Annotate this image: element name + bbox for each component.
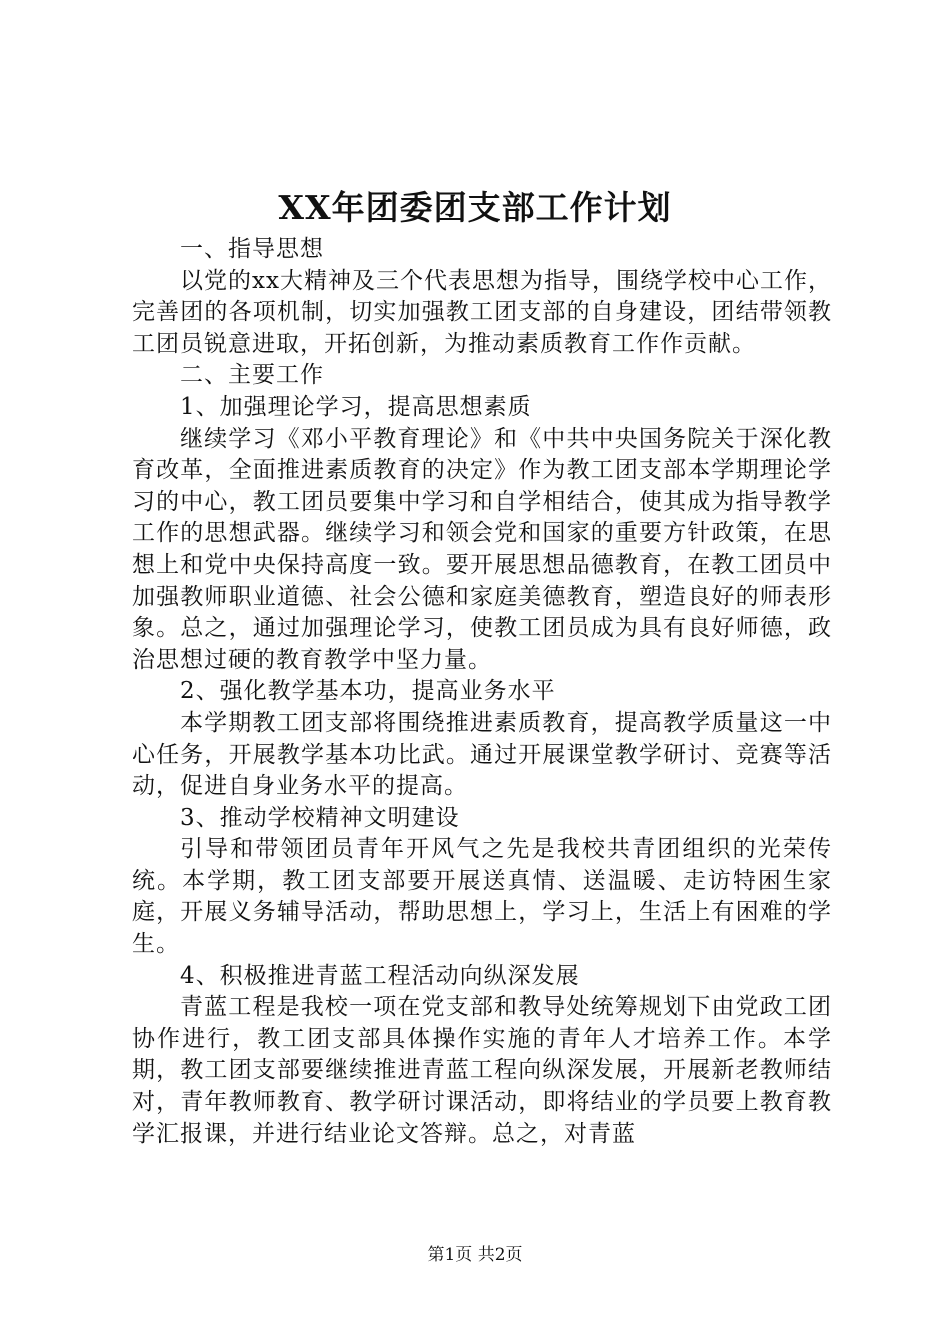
document-body — [132, 234, 832, 1150]
paragraph-guiding-ideology: 以党的xx大精神及三个代表思想为指导，围绕学校中心工作，完善团的各项机制，切实加强教工团支部的自身建设，团结带领教工团员锐意进取，开拓创新，为推动素质教育工作作贡献。 — [132, 267, 832, 357]
subheading-theory-study: 1、加强理论学习，提高思想素质 — [180, 393, 532, 420]
paragraph-teaching-skills: 本学期教工团支部将围绕推进素质教育，提高教学质量这一中心任务，开展教学基本功比武。通过开展课堂教学研讨、竞赛等活动，促进自身业务水平的提高。 — [132, 709, 832, 800]
section-heading-main-work: 二、主要工作 — [180, 362, 324, 389]
subheading-spiritual-civilization: 3、推动学校精神文明建设 — [180, 804, 460, 831]
subheading-teaching-skills: 2、强化教学基本功，提高业务水平 — [180, 678, 556, 705]
section-heading-guiding-ideology: 一、指导思想 — [180, 236, 324, 262]
subheading-qinglan-project: 4、积极推进青蓝工程活动向纵深发展 — [180, 962, 580, 989]
paragraph-spiritual-civilization: 引导和带领团员青年开风气之先是我校共青团组织的光荣传统。本学期，教工团支部要开展送真情、送温暖、走访特困生家庭，开展义务辅导活动，帮助思想上，学习上，生活上有困难的学生。 — [132, 836, 832, 958]
page-number-footer: 第1页 共2页 — [427, 1245, 523, 1265]
document-title: XX年团委团支部工作计划 — [278, 188, 672, 227]
paragraph-theory-study: 继续学习《邓小平教育理论》和《中共中央国务院关于深化教育改革，全面推进素质教育的决定》作为教工团支部本学期理论学习的中心，教工团员要集中学习和自学相结合，使其成为指导教学工作的思想武器。继续学习和领会党和国家的重要方针政策，在思想上和党中央保持高度一致。要开展思想品德教育，在教工团员中加强教师职业道德、社会公德和家庭美德教育，塑造良好的师表形象。总之，通过加强理论学习，使教工团员成为具有良好师德，政治思想过硬的教育教学中坚力量。 — [132, 425, 832, 673]
paragraph-qinglan-project: 青蓝工程是我校一项在党支部和教导处统筹规划下由党政工团协作进行，教工团支部具体操作实施的青年人才培养工作。本学期，教工团支部要继续推进青蓝工程向纵深发展，开展新老教师结对，青年教师教育、教学研讨课活动，即将结业的学员要上教育教学汇报课，并进行结业论文答辩。总之，对青蓝 — [132, 994, 832, 1147]
